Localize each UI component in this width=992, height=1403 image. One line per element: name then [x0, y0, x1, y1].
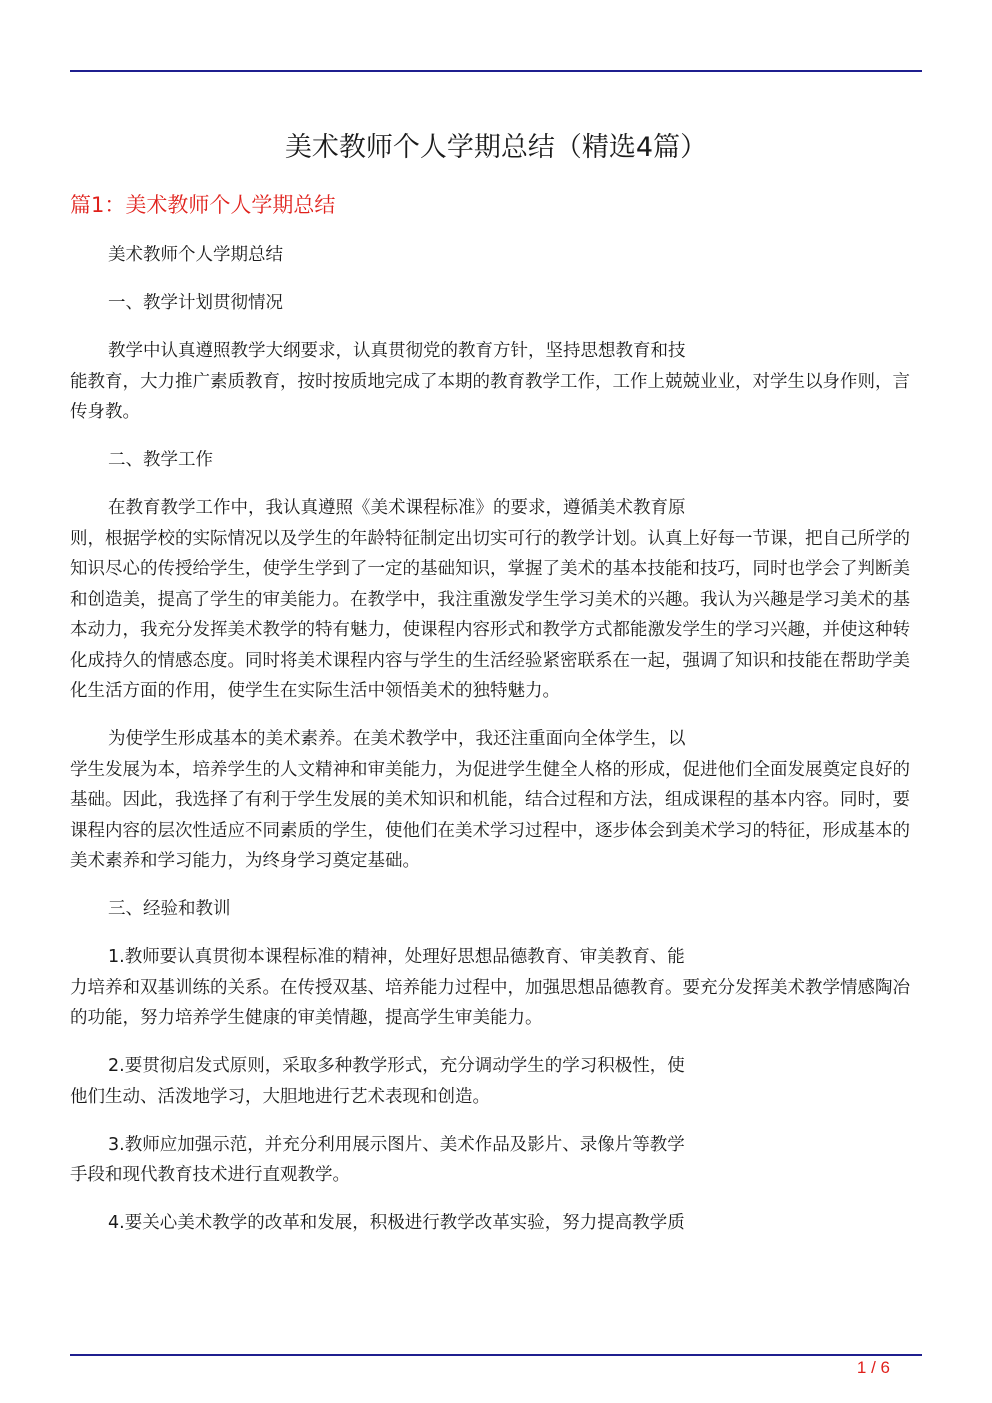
paragraph: 2.要贯彻启发式原则，采取多种教学形式，充分调动学生的学习积极性，使 他们生动、活泼地学习，大胆地进行艺术表现和创造。	[70, 1056, 685, 1107]
document-title: 美术教师个人学期总结（精选4篇）	[284, 132, 708, 163]
paragraph: 为使学生形成基本的美术素养。在美术教学中，我还注重面向全体学生，以 学生发展为本，培养学生的人文精神和审美能力，为促进学生健全人格的形成，促进他们全面发展奠定良好的基础。因此，我选择了有利于学生发展的美术知识和机能，结合过程和方法，组成课程的基本内容。同时，要课程内容的层次性适应不同素质的学生，使他们在美术学习过程中，逐步体会到美术学习的特征，形成基本的美术素养和学习能力，为终身学习奠定基础。	[70, 729, 910, 871]
paragraph: 1.教师要认真贯彻本课程标准的精神，处理好思想品德教育、审美教育、能 力培养和双基训练的关系。在传授双基、培养能力过程中，加强思想品德教育。要充分发挥美术教学情感陶冶的功能，努力培养学生健康的审美情趣，提高学生审美能力。	[70, 947, 910, 1028]
paragraph-heading-2: 二、教学工作	[108, 450, 213, 470]
section-heading: 篇1：美术教师个人学期总结	[70, 193, 336, 217]
paragraph: 在教育教学工作中，我认真遵照《美术课程标准》的要求，遵循美术教育原 则，根据学校的实际情况以及学生的年龄特征制定出切实可行的教学计划。认真上好每一节课，把自己所学的知识尽心的传授给学生，使学生学到了一定的基础知识，掌握了美术的基本技能和技巧，同时也学会了判断美和创造美，提高了学生的审美能力。在教学中，我注重激发学生学习美术的兴趣。我认为兴趣是学习美术的基本动力，我充分发挥美术教学的特有魅力，使课程内容形式和教学方式都能激发学生的学习兴趣，并使这种转化成持久的情感态度。同时将美术课程内容与学生的生活经验紧密联系在一起，强调了知识和技能在帮助学美化生活方面的作用，使学生在实际生活中领悟美术的独特魅力。	[70, 498, 910, 701]
paragraph: 教学中认真遵照教学大纲要求，认真贯彻党的教育方针，坚持思想教育和技 能教育，大力推广素质教育，按时按质地完成了本期的教育教学工作，工作上兢兢业业，对学生以身作则，言传身教。	[70, 341, 910, 422]
footer-rule	[70, 1354, 922, 1356]
paragraph-heading-3: 三、经验和教训	[108, 899, 231, 919]
paragraph: 4.要关心美术教学的改革和发展，积极进行教学改革实验，努力提高教学质	[108, 1213, 685, 1233]
paragraph-subtitle: 美术教师个人学期总结	[108, 245, 283, 265]
document-body	[70, 240, 910, 1239]
paragraph: 3.教师应加强示范，并充分利用展示图片、美术作品及影片、录像片等教学 手段和现代教育技术进行直观教学。	[70, 1134, 685, 1185]
header-rule	[70, 70, 922, 72]
page-number: 1 / 6	[856, 1358, 890, 1377]
paragraph-heading-1: 一、教学计划贯彻情况	[108, 293, 283, 313]
